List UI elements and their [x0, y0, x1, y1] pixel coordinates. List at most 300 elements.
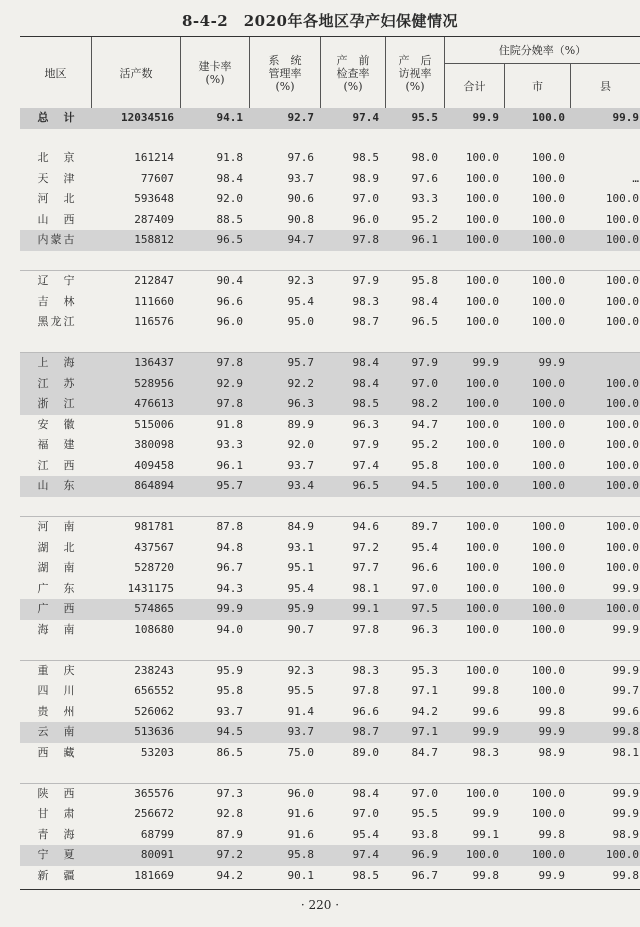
cell-managed: 93.4 — [287, 479, 314, 492]
cell-total: 100.0 — [465, 192, 499, 205]
cell-card: 94.2 — [216, 869, 243, 882]
cell-county: 99.7 — [612, 684, 639, 697]
table-row — [20, 435, 640, 456]
cell-total: 99.6 — [472, 705, 499, 718]
cell-city: 100.0 — [531, 295, 565, 308]
cell-births: 181669 — [134, 869, 174, 882]
cell-postnatal: 97.5 — [411, 602, 438, 615]
cell-card: 94.1 — [216, 111, 243, 124]
cell-postnatal: 96.7 — [411, 869, 438, 882]
cell-postnatal: 96.9 — [411, 848, 438, 861]
group-separator — [20, 783, 640, 784]
cell-city: 100.0 — [531, 541, 565, 554]
cell-births: 238243 — [134, 664, 174, 677]
cell-postnatal: 95.3 — [411, 664, 438, 677]
cell-prenatal: 97.4 — [352, 459, 379, 472]
cell-region: 福 建 — [37, 438, 77, 451]
cell-card: 96.1 — [216, 459, 243, 472]
table-row — [20, 189, 640, 210]
table-bottom-rule — [20, 889, 640, 890]
cell-managed: 93.7 — [287, 459, 314, 472]
cell-region: 甘 肃 — [37, 807, 77, 820]
cell-county: 99.9 — [612, 111, 639, 124]
cell-postnatal: 95.4 — [411, 541, 438, 554]
cell-card: 97.8 — [216, 356, 243, 369]
cell-county: 100.0 — [605, 295, 639, 308]
table-row — [20, 148, 640, 169]
cell-births: 515006 — [134, 418, 174, 431]
cell-card: 90.4 — [216, 274, 243, 287]
cell-managed: 95.4 — [287, 582, 314, 595]
cell-region: 北 京 — [37, 151, 77, 164]
cell-county: 99.9 — [612, 664, 639, 677]
cell-county — [571, 148, 639, 169]
cell-city: 98.9 — [538, 746, 565, 759]
cell-births: 158812 — [134, 233, 174, 246]
cell-total: 99.9 — [472, 111, 499, 124]
cell-prenatal: 96.0 — [352, 213, 379, 226]
cell-postnatal: 84.7 — [411, 746, 438, 759]
cell-city: 100.0 — [531, 274, 565, 287]
cell-prenatal: 97.8 — [352, 684, 379, 697]
divider — [180, 37, 181, 109]
cell-region: 山 东 — [37, 479, 77, 492]
cell-total: 99.9 — [472, 356, 499, 369]
cell-prenatal: 96.6 — [352, 705, 379, 718]
cell-births: 380098 — [134, 438, 174, 451]
cell-births: 77607 — [140, 172, 174, 185]
table-row — [20, 374, 640, 395]
cell-card: 97.3 — [216, 787, 243, 800]
cell-managed: 91.6 — [287, 828, 314, 841]
cell-total: 99.1 — [472, 828, 499, 841]
cell-managed: 92.3 — [287, 664, 314, 677]
cell-managed: 75.0 — [287, 746, 314, 759]
cell-region: 湖 北 — [37, 541, 77, 554]
cell-total: 100.0 — [465, 397, 499, 410]
cell-county — [571, 353, 639, 374]
cell-region: 云 南 — [37, 725, 77, 738]
cell-births: 68799 — [140, 828, 174, 841]
header-hospital-delivery-group: 住院分娩率（%） — [498, 43, 587, 57]
cell-postnatal: 94.2 — [411, 705, 438, 718]
cell-card: 97.2 — [216, 848, 243, 861]
cell-region: 广 东 — [37, 582, 77, 595]
cell-managed: 91.6 — [287, 807, 314, 820]
table-row — [20, 579, 640, 600]
cell-card: 94.0 — [216, 623, 243, 636]
cell-total: 100.0 — [465, 520, 499, 533]
cell-postnatal: 89.7 — [411, 520, 438, 533]
table-row — [20, 866, 640, 887]
cell-county: 100.0 — [605, 418, 639, 431]
cell-card: 97.8 — [216, 397, 243, 410]
divider — [249, 37, 250, 109]
cell-births: 574865 — [134, 602, 174, 615]
table-row — [20, 169, 640, 190]
cell-births: 287409 — [134, 213, 174, 226]
cell-card: 94.8 — [216, 541, 243, 554]
cell-region: 重 庆 — [37, 664, 77, 677]
header-managed-rate: 系 统 管理率 (%) — [268, 53, 302, 93]
cell-card: 96.6 — [216, 295, 243, 308]
cell-region: 总 计 — [37, 111, 77, 124]
cell-region: 江 苏 — [37, 377, 77, 390]
table-row — [20, 353, 640, 374]
header-region: 地区 — [44, 66, 67, 80]
cell-postnatal: 95.8 — [411, 274, 438, 287]
divider — [320, 37, 321, 109]
cell-region: 辽 宁 — [37, 274, 77, 287]
cell-region: 新 疆 — [37, 869, 77, 882]
cell-prenatal: 97.2 — [352, 541, 379, 554]
cell-region: 西 藏 — [37, 746, 77, 759]
cell-card: 86.5 — [216, 746, 243, 759]
cell-managed: 93.7 — [287, 172, 314, 185]
cell-prenatal: 97.9 — [352, 274, 379, 287]
cell-county: 100.0 — [605, 459, 639, 472]
group-separator — [20, 660, 640, 661]
cell-prenatal: 97.9 — [352, 438, 379, 451]
cell-managed: 96.3 — [287, 397, 314, 410]
table-row — [20, 394, 640, 415]
cell-city: 100.0 — [531, 233, 565, 246]
cell-county: 100.0 — [605, 848, 639, 861]
cell-prenatal: 98.4 — [352, 377, 379, 390]
table-row — [20, 538, 640, 559]
cell-prenatal: 98.5 — [352, 397, 379, 410]
cell-total: 100.0 — [465, 213, 499, 226]
cell-total: 99.8 — [472, 869, 499, 882]
cell-total: 100.0 — [465, 848, 499, 861]
cell-total: 100.0 — [465, 295, 499, 308]
cell-prenatal: 98.9 — [352, 172, 379, 185]
cell-managed: 95.8 — [287, 848, 314, 861]
table-row — [20, 517, 640, 538]
cell-managed: 96.0 — [287, 787, 314, 800]
cell-card: 96.0 — [216, 315, 243, 328]
table-row — [20, 620, 640, 641]
cell-county: 99.9 — [612, 623, 639, 636]
cell-managed: 89.9 — [287, 418, 314, 431]
cell-card: 95.7 — [216, 479, 243, 492]
cell-total: 98.3 — [472, 746, 499, 759]
header-hospital-county: 县 — [600, 79, 611, 93]
table-row — [20, 230, 640, 251]
cell-births: 593648 — [134, 192, 174, 205]
cell-prenatal: 98.4 — [352, 787, 379, 800]
cell-births: 116576 — [134, 315, 174, 328]
cell-card: 94.3 — [216, 582, 243, 595]
cell-postnatal: 97.0 — [411, 787, 438, 800]
cell-prenatal: 97.4 — [352, 848, 379, 861]
cell-county: 100.0 — [605, 192, 639, 205]
cell-managed: 95.4 — [287, 295, 314, 308]
cell-county: 100.0 — [605, 377, 639, 390]
cell-total: 100.0 — [465, 602, 499, 615]
cell-region: 湖 南 — [37, 561, 77, 574]
table-row — [20, 599, 640, 620]
cell-managed: 91.4 — [287, 705, 314, 718]
cell-total: 100.0 — [465, 664, 499, 677]
cell-card: 96.5 — [216, 233, 243, 246]
header-hospital-total: 合计 — [463, 79, 486, 93]
cell-county: 98.1 — [612, 746, 639, 759]
cell-prenatal: 98.5 — [352, 151, 379, 164]
cell-postnatal: 96.1 — [411, 233, 438, 246]
cell-postnatal: 95.5 — [411, 807, 438, 820]
cell-card: 92.9 — [216, 377, 243, 390]
cell-total: 100.0 — [465, 582, 499, 595]
cell-postnatal: 97.0 — [411, 377, 438, 390]
cell-region: 安 徽 — [37, 418, 77, 431]
table-row-total — [20, 108, 640, 129]
cell-city: 100.0 — [531, 151, 565, 164]
cell-city: 100.0 — [531, 623, 565, 636]
cell-card: 94.5 — [216, 725, 243, 738]
cell-postnatal: 98.2 — [411, 397, 438, 410]
cell-total: 100.0 — [465, 151, 499, 164]
cell-region: 河 南 — [37, 520, 77, 533]
cell-prenatal: 94.6 — [352, 520, 379, 533]
cell-city: 100.0 — [531, 438, 565, 451]
cell-county: 99.8 — [612, 869, 639, 882]
header-births: 活产数 — [119, 66, 153, 80]
cell-managed: 92.3 — [287, 274, 314, 287]
cell-city: 100.0 — [531, 479, 565, 492]
table-row — [20, 702, 640, 723]
table-row — [20, 681, 640, 702]
cell-region: 上 海 — [37, 356, 77, 369]
cell-region: 黑龙江 — [37, 315, 77, 328]
cell-prenatal: 99.1 — [352, 602, 379, 615]
cell-postnatal: 97.1 — [411, 725, 438, 738]
cell-city: 100.0 — [531, 561, 565, 574]
cell-births: 528720 — [134, 561, 174, 574]
cell-postnatal: 93.3 — [411, 192, 438, 205]
cell-births: 409458 — [134, 459, 174, 472]
cell-city: 100.0 — [531, 397, 565, 410]
cell-county: 100.0 — [605, 602, 639, 615]
cell-city: 99.9 — [538, 356, 565, 369]
cell-region: 青 海 — [37, 828, 77, 841]
cell-city: 100.0 — [531, 664, 565, 677]
group-separator — [20, 516, 640, 517]
cell-city: 100.0 — [531, 787, 565, 800]
cell-postnatal: 96.3 — [411, 623, 438, 636]
cell-city: 100.0 — [531, 807, 565, 820]
cell-county: 100.0 — [605, 213, 639, 226]
cell-prenatal: 95.4 — [352, 828, 379, 841]
cell-prenatal: 89.0 — [352, 746, 379, 759]
cell-card: 98.4 — [216, 172, 243, 185]
cell-prenatal: 98.1 — [352, 582, 379, 595]
cell-prenatal: 96.5 — [352, 479, 379, 492]
table-title: 8-4-2 2020年各地区孕产妇保健情况 — [181, 12, 458, 30]
cell-total: 100.0 — [465, 561, 499, 574]
header-postnatal-rate: 产 后 访视率 (%) — [398, 53, 432, 93]
cell-managed: 84.9 — [287, 520, 314, 533]
cell-county: 100.0 — [605, 561, 639, 574]
cell-total: 100.0 — [465, 274, 499, 287]
cell-region: 广 西 — [37, 602, 77, 615]
cell-city: 99.8 — [538, 828, 565, 841]
cell-card: 88.5 — [216, 213, 243, 226]
group-separator — [20, 270, 640, 271]
cell-births: 437567 — [134, 541, 174, 554]
cell-county: 99.9 — [612, 582, 639, 595]
cell-city: 100.0 — [531, 111, 565, 124]
cell-prenatal: 98.3 — [352, 664, 379, 677]
cell-city: 100.0 — [531, 213, 565, 226]
divider — [444, 63, 640, 64]
cell-postnatal: 95.8 — [411, 459, 438, 472]
cell-city: 100.0 — [531, 459, 565, 472]
table-row — [20, 292, 640, 313]
cell-prenatal: 98.7 — [352, 725, 379, 738]
cell-postnatal: 94.5 — [411, 479, 438, 492]
table-row — [20, 784, 640, 805]
cell-total: 100.0 — [465, 541, 499, 554]
cell-managed: 95.5 — [287, 684, 314, 697]
cell-region: 吉 林 — [37, 295, 77, 308]
cell-region: 河 北 — [37, 192, 77, 205]
cell-county: 99.9 — [612, 787, 639, 800]
cell-county: 100.0 — [605, 520, 639, 533]
cell-card: 87.8 — [216, 520, 243, 533]
cell-county: 99.6 — [612, 705, 639, 718]
divider — [444, 37, 445, 109]
cell-city: 100.0 — [531, 684, 565, 697]
cell-city: 99.9 — [538, 869, 565, 882]
cell-births: 528956 — [134, 377, 174, 390]
cell-region: 四 川 — [37, 684, 77, 697]
cell-managed: 90.7 — [287, 623, 314, 636]
divider — [91, 37, 92, 109]
cell-managed: 90.8 — [287, 213, 314, 226]
cell-city: 100.0 — [531, 520, 565, 533]
cell-county: 99.9 — [612, 807, 639, 820]
cell-total: 100.0 — [465, 787, 499, 800]
cell-card: 92.0 — [216, 192, 243, 205]
cell-total: 100.0 — [465, 377, 499, 390]
cell-managed: 92.0 — [287, 438, 314, 451]
cell-total: 100.0 — [465, 479, 499, 492]
cell-city: 100.0 — [531, 377, 565, 390]
cell-managed: 90.1 — [287, 869, 314, 882]
cell-managed: 97.6 — [287, 151, 314, 164]
cell-card: 96.7 — [216, 561, 243, 574]
cell-births: 212847 — [134, 274, 174, 287]
cell-postnatal: 97.0 — [411, 582, 438, 595]
table-row — [20, 722, 640, 743]
cell-county: 100.0 — [605, 233, 639, 246]
cell-managed: 94.7 — [287, 233, 314, 246]
divider — [570, 63, 571, 109]
divider — [385, 37, 386, 109]
cell-prenatal: 98.3 — [352, 295, 379, 308]
cell-births: 656552 — [134, 684, 174, 697]
cell-county: 98.9 — [612, 828, 639, 841]
cell-county: 100.0 — [605, 479, 639, 492]
header-prenatal-rate: 产 前 检查率 (%) — [336, 53, 370, 93]
cell-prenatal: 97.4 — [352, 111, 379, 124]
cell-region: 江 西 — [37, 459, 77, 472]
cell-births: 136437 — [134, 356, 174, 369]
cell-postnatal: 97.9 — [411, 356, 438, 369]
table-row — [20, 558, 640, 579]
cell-births: 108680 — [134, 623, 174, 636]
cell-total: 100.0 — [465, 172, 499, 185]
divider — [504, 63, 505, 109]
table-row — [20, 271, 640, 292]
table-row — [20, 661, 640, 682]
cell-city: 99.8 — [538, 705, 565, 718]
cell-postnatal: 95.2 — [411, 438, 438, 451]
table-row — [20, 743, 640, 764]
cell-card: 91.8 — [216, 418, 243, 431]
table-row — [20, 312, 640, 333]
cell-births: 256672 — [134, 807, 174, 820]
cell-managed: 93.1 — [287, 541, 314, 554]
cell-total: 100.0 — [465, 315, 499, 328]
cell-prenatal: 97.0 — [352, 192, 379, 205]
cell-total: 99.9 — [472, 807, 499, 820]
cell-births: 864894 — [134, 479, 174, 492]
cell-county: 99.8 — [612, 725, 639, 738]
cell-births: 53203 — [140, 746, 174, 759]
cell-postnatal: 97.1 — [411, 684, 438, 697]
cell-postnatal: 98.4 — [411, 295, 438, 308]
page-number: · 220 · — [300, 898, 340, 912]
cell-prenatal: 98.4 — [352, 356, 379, 369]
cell-city: 99.9 — [538, 725, 565, 738]
cell-county: 100.0 — [605, 274, 639, 287]
cell-region: 浙 江 — [37, 397, 77, 410]
cell-prenatal: 98.5 — [352, 869, 379, 882]
cell-region: 内蒙古 — [37, 233, 77, 246]
cell-postnatal: 94.7 — [411, 418, 438, 431]
cell-births: 513636 — [134, 725, 174, 738]
cell-managed: 92.2 — [287, 377, 314, 390]
cell-births: 80091 — [140, 848, 174, 861]
cell-total: 100.0 — [465, 623, 499, 636]
cell-county: 100.0 — [605, 397, 639, 410]
cell-births: 111660 — [134, 295, 174, 308]
table-row — [20, 210, 640, 231]
cell-postnatal: 97.6 — [411, 172, 438, 185]
header-card-rate: 建卡率 (%) — [198, 60, 232, 86]
cell-managed: 95.7 — [287, 356, 314, 369]
cell-births: 161214 — [134, 151, 174, 164]
cell-card: 92.8 — [216, 807, 243, 820]
table-row — [20, 476, 640, 497]
cell-postnatal: 96.6 — [411, 561, 438, 574]
cell-total: 99.9 — [472, 725, 499, 738]
cell-postnatal: 95.5 — [411, 111, 438, 124]
cell-total: 100.0 — [465, 459, 499, 472]
cell-county: 100.0 — [605, 541, 639, 554]
cell-prenatal: 97.8 — [352, 623, 379, 636]
cell-managed: 90.6 — [287, 192, 314, 205]
cell-prenatal: 96.3 — [352, 418, 379, 431]
cell-region: 天 津 — [37, 172, 77, 185]
cell-total: 100.0 — [465, 418, 499, 431]
cell-region: 宁 夏 — [37, 848, 77, 861]
cell-region: 陕 西 — [37, 787, 77, 800]
cell-region: 海 南 — [37, 623, 77, 636]
cell-county: 100.0 — [605, 438, 639, 451]
